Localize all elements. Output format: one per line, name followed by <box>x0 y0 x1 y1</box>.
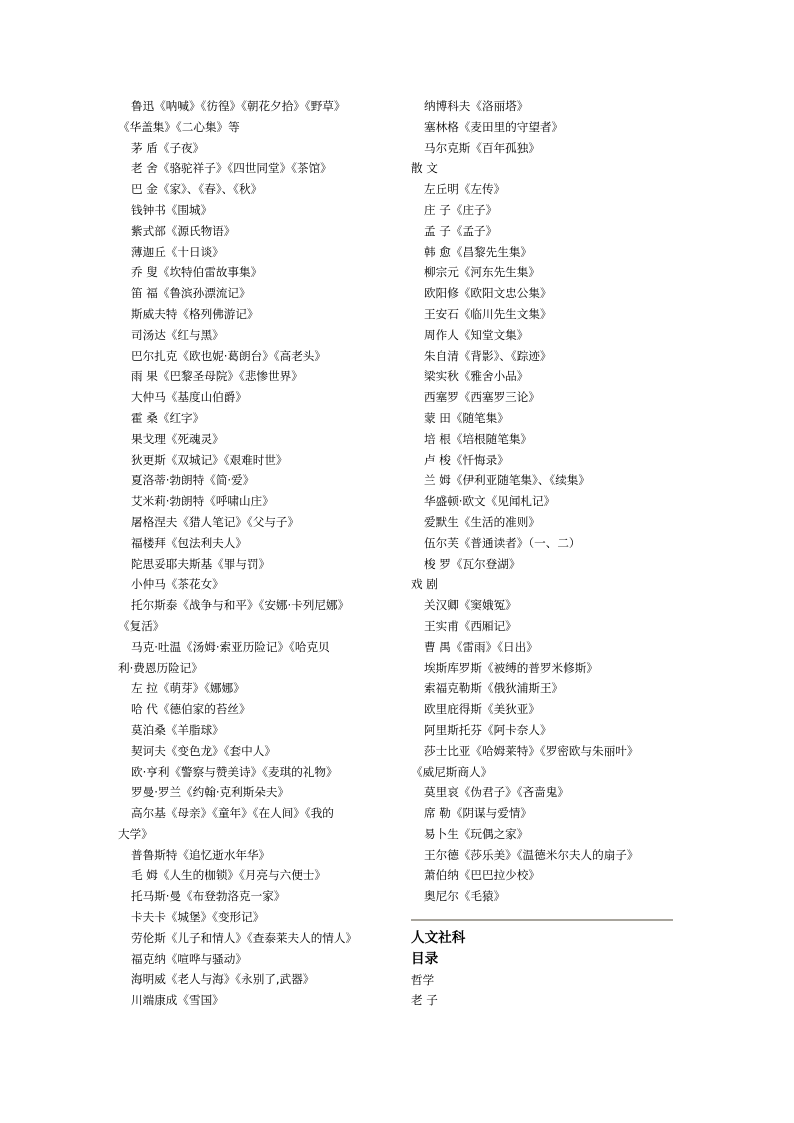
book-entry: 劳伦斯《儿子和情人》《查泰莱夫人的情人》 <box>131 930 358 945</box>
book-entry: 斯威夫特《格列佛游记》 <box>131 306 259 321</box>
book-entry: 哈 代《德伯家的苔丝》 <box>131 702 251 717</box>
book-entry: 朱自清《背影》、《踪迹》 <box>424 348 552 363</box>
book-entry: 爱默生《生活的准则》 <box>424 514 540 529</box>
category-philosophy: 哲学 <box>411 972 435 987</box>
entry-line: 《华盖集》《二心集》等 <box>118 119 240 134</box>
book-entry: 伍尔芙《普通读者》（一、二） <box>424 535 581 550</box>
book-entry: 福楼拜《包法利夫人》 <box>131 535 247 550</box>
book-entry: 薄迦丘《十日谈》 <box>131 244 224 259</box>
book-entry: 马克·吐温《汤姆·索亚历险记》《哈克贝 <box>131 639 330 654</box>
book-entry: 柳宗元《河东先生集》 <box>424 265 540 280</box>
book-entry: 契诃夫《变色龙》《套中人》 <box>131 743 276 758</box>
book-entry: 卢 梭《忏悔录》 <box>424 452 509 467</box>
book-entry: 欧阳修《欧阳文忠公集》 <box>424 286 552 301</box>
book-entry: 海明威《老人与海》《永别了,武器》 <box>131 972 315 987</box>
book-entry: 埃斯库罗斯《被缚的普罗米修斯》 <box>424 660 598 675</box>
book-entry: 韩 愈《昌黎先生集》 <box>424 244 533 259</box>
book-entry: 华盛顿·欧文《见闻札记》 <box>424 494 556 509</box>
book-entry: 司汤达《红与黑》 <box>131 327 224 342</box>
book-entry: 紫式部《源氏物语》 <box>131 223 236 238</box>
book-entry: 关汉卿《窦娥冤》 <box>424 598 517 613</box>
book-entry: 莫泊桑《羊脂球》 <box>131 722 224 737</box>
book-entry: 培 根《培根随笔集》 <box>424 431 533 446</box>
book-entry: 欧·亨利《警察与赞美诗》《麦琪的礼物》 <box>131 764 338 779</box>
book-entry: 易卜生《玩偶之家》 <box>424 826 529 841</box>
section-heading-humanities: 人文社科 <box>411 930 466 947</box>
book-entry: 蒙 田《随笔集》 <box>424 410 509 425</box>
entry-line: 散 文 <box>411 161 438 176</box>
book-entry: 陀思妥耶夫斯基《罪与罚》 <box>131 556 271 571</box>
book-entry: 巴尔扎克《欧也妮·葛朗台》《高老头》 <box>131 348 326 363</box>
book-entry: 夏洛蒂·勃朗特《简·爱》 <box>131 473 255 488</box>
book-entry: 王实甫《西厢记》 <box>424 618 517 633</box>
book-entry: 福克纳《喧哗与骚动》 <box>131 951 247 966</box>
book-entry: 老 舍《骆驼祥子》《四世同堂》《茶馆》 <box>131 161 332 176</box>
book-entry: 大仲马《基度山伯爵》 <box>131 390 247 405</box>
book-entry: 笛 福《鲁滨孙漂流记》 <box>131 286 251 301</box>
book-entry: 纳博科夫《洛丽塔》 <box>424 99 529 113</box>
book-entry: 川端康成《雪国》 <box>131 993 224 1008</box>
book-entry: 王安石《临川先生文集》 <box>424 306 552 321</box>
book-entry: 乔 叟《坎特伯雷故事集》 <box>131 265 263 280</box>
book-entry: 阿里斯托芬《阿卡奈人》 <box>424 722 552 737</box>
book-entry: 莫里哀《伪君子》《吝啬鬼》 <box>424 785 569 800</box>
book-entry: 毛 姆《人生的枷锁》《月亮与六便士》 <box>131 868 326 883</box>
book-entry: 马尔克斯《百年孤独》 <box>424 140 540 155</box>
entry-line: 《威尼斯商人》 <box>411 764 493 779</box>
book-entry: 席 勒《阴谋与爱情》 <box>424 806 533 821</box>
book-entry: 罗曼·罗兰《约翰·克利斯朵夫》 <box>131 785 290 800</box>
book-entry: 兰 姆《伊利亚随笔集》、《续集》 <box>424 473 590 488</box>
book-entry: 萧伯纳《巴巴拉少校》 <box>424 868 540 883</box>
book-entry: 左丘明《左传》 <box>424 182 506 197</box>
book-entry: 高尔基《母亲》《童年》《在人间》《我的 <box>131 806 334 821</box>
entry-line: 戏 剧 <box>411 577 438 592</box>
book-entry: 雨 果《巴黎圣母院》《悲惨世界》 <box>131 369 303 384</box>
book-entry: 艾米莉·勃朗特《呼啸山庄》 <box>131 494 274 509</box>
book-entry: 欧里庇得斯《美狄亚》 <box>424 702 540 717</box>
book-entry: 奥尼尔《毛猿》 <box>424 889 506 904</box>
book-entry: 霍 桑《红字》 <box>131 410 205 425</box>
book-entry: 卡夫卡《城堡》《变形记》 <box>131 910 265 925</box>
book-entry: 周作人《知堂文集》 <box>424 327 529 342</box>
book-entry: 托尔斯泰《战争与和平》《安娜·卡列尼娜》 <box>131 598 350 613</box>
book-entry: 曹 禺《雷雨》《日出》 <box>424 639 538 654</box>
book-entry: 茅 盾《子夜》 <box>131 140 205 155</box>
book-entry: 梁实秋《雅舍小品》 <box>424 369 529 384</box>
entry-line: 大学》 <box>118 826 153 841</box>
book-entry: 莎士比亚《哈姆莱特》《罗密欧与朱丽叶》 <box>424 743 639 758</box>
entry-line: 《复活》 <box>118 618 165 633</box>
book-entry: 塞林格《麦田里的守望者》 <box>424 119 564 134</box>
book-entry: 屠格涅夫《猎人笔记》《父与子》 <box>131 514 300 529</box>
right-column <box>411 96 676 1011</box>
book-entry: 小仲马《茶花女》 <box>131 577 224 592</box>
section-heading-contents: 目录 <box>411 950 439 967</box>
book-entry: 左 拉《萌芽》《娜娜》 <box>131 681 245 696</box>
book-entry: 普鲁斯特《追忆逝水年华》 <box>131 847 271 862</box>
left-column <box>118 96 388 1011</box>
section-divider <box>411 919 673 921</box>
book-entry: 孟 子《孟子》 <box>424 223 498 238</box>
book-entry: 鲁迅《呐喊》《彷徨》《朝花夕拾》《野草》 <box>131 99 346 113</box>
book-entry: 庄 子《庄子》 <box>424 202 498 217</box>
right-column-list <box>411 96 676 907</box>
book-entry: 梭 罗《瓦尔登湖》 <box>424 556 521 571</box>
author-laozi: 老 子 <box>411 993 438 1008</box>
book-entry: 王尔德《莎乐美》《温德米尔夫人的扇子》 <box>424 847 639 862</box>
book-entry: 索福克勒斯《俄狄浦斯王》 <box>424 681 564 696</box>
entry-line: 利·费恩历险记》 <box>118 660 203 675</box>
book-entry: 果戈理《死魂灵》 <box>131 431 224 446</box>
book-entry: 钱钟书《围城》 <box>131 202 213 217</box>
book-entry: 巴 金《家》、《春》、《秋》 <box>131 182 263 197</box>
book-entry: 托马斯·曼《布登勃洛克一家》 <box>131 889 286 904</box>
book-entry: 西塞罗《西塞罗三论》 <box>424 390 540 405</box>
book-entry: 狄更斯《双城记》《艰难时世》 <box>131 452 288 467</box>
